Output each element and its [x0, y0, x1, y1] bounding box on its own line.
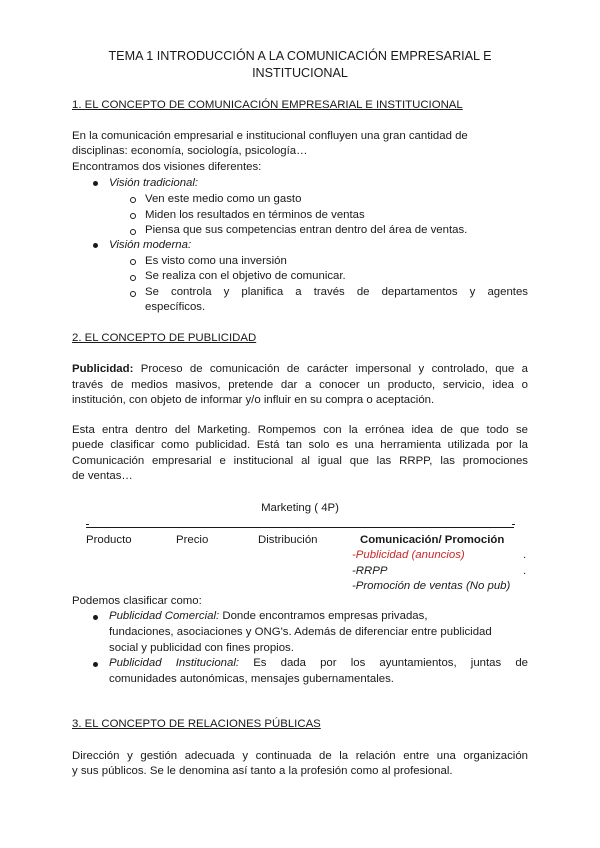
list-item: Se controla y planifica a través de departamentos y agentes [145, 286, 528, 298]
publicidad-institucional-line-2: comunidades autonómicas, mensajes gubernamentales. [109, 673, 394, 685]
sub-item-promocion: -Promoción de ventas (No pub) [352, 580, 511, 592]
section-3-line-2: y sus públicos. Se le denomina así tanto a la profesión como al profesional. [72, 765, 453, 777]
vision-traditional-label: Visión tradicional: [109, 177, 199, 189]
table-rule [86, 527, 514, 528]
sub-bullet-circle [130, 259, 136, 265]
section-1-intro-line-1: En la comunicación empresarial e institucional confluyen una gran cantidad de [72, 130, 468, 142]
section-3-heading: 3. EL CONCEPTO DE RELACIONES PÚBLICAS [72, 718, 321, 730]
section-1-intro-line-3: Encontramos dos visiones diferentes: [72, 161, 262, 173]
publicidad-comercial-line-2: fundaciones, asociaciones y ONG's. Además de diferenciar entre publicidad [109, 626, 492, 638]
trailing-dot: . [523, 565, 527, 577]
column-precio: Precio [176, 534, 209, 546]
column-producto: Producto [86, 534, 132, 546]
publicidad-comercial-text: Donde encontramos empresas privadas, [222, 610, 428, 622]
section-2-heading: 2. EL CONCEPTO DE PUBLICIDAD [72, 332, 257, 344]
bullet-dot [93, 243, 98, 248]
paragraph-line: puede clasificar como publicidad. Está tan solo es una herramienta utilizada por la [72, 439, 528, 451]
marketing-title: Marketing ( 4P) [261, 502, 339, 514]
list-item: Ven este medio como un gasto [145, 193, 302, 205]
sub-item-publicidad [352, 547, 465, 563]
definition-line-1 [72, 361, 528, 377]
definition-term: Publicidad: [72, 363, 134, 375]
table-rule-end [512, 524, 515, 525]
definition-line-3: institución, con objeto de informar y/o influir en su compra o aceptación. [72, 394, 435, 406]
trailing-dot: . [523, 549, 527, 561]
publicidad-comercial-line-3: social y publicidad con fines propios. [109, 642, 294, 654]
publicidad-institucional-label: Publicidad Institucional: [109, 657, 240, 669]
sub-item-rrpp: -RRPP [352, 565, 388, 577]
list-item: Se realiza con el objetivo de comunicar. [145, 270, 346, 282]
vision-modern-label: Visión moderna: [109, 239, 192, 251]
section-3-line-1: Dirección y gestión adecuada y continuada de la relación entre una organización [72, 750, 528, 762]
definition-line-2: través de medios masivos, pretende dar a conocer un producto, servicio, idea o [72, 379, 528, 391]
table-rule-end [86, 524, 89, 525]
column-distribucion: Distribución [258, 534, 318, 546]
paragraph-line: de ventas… [72, 470, 133, 482]
publicidad-comercial-line-1 [109, 608, 427, 624]
sub-bullet-circle [130, 213, 136, 219]
list-item-continuation: específicos. [145, 301, 206, 313]
document-title [72, 48, 528, 82]
title-line-2: INSTITUCIONAL [252, 66, 348, 80]
bullet-dot [93, 615, 98, 620]
publicidad-comercial-label: Publicidad Comercial: [109, 610, 220, 622]
definition-text: Proceso de comunicación de carácter impersonal y controlado, que a [140, 363, 528, 375]
paragraph-line: Comunicación empresarial e institucional al igual que las RRPP, las promociones [72, 455, 528, 467]
sub-bullet-circle [130, 229, 136, 235]
list-item: Es visto como una inversión [145, 255, 287, 267]
bullet-dot [93, 662, 98, 667]
publicidad-text: -Publicidad (anuncios) [352, 549, 465, 561]
list-item: Piensa que sus competencias entran dentro del área de ventas. [145, 224, 468, 236]
sub-bullet-circle [130, 275, 136, 281]
section-1-intro-line-2: disciplinas: economía, sociología, psicología… [72, 145, 308, 157]
list-item: Miden los resultados en términos de ventas [145, 209, 365, 221]
bullet-dot [93, 181, 98, 186]
section-1-heading: 1. EL CONCEPTO DE COMUNICACIÓN EMPRESARIAL E INSTITUCIONAL [72, 99, 463, 111]
sub-bullet-circle [130, 291, 136, 297]
publicidad-institucional-text: Es dada por los ayuntamientos, juntas de [253, 657, 529, 669]
publicidad-institucional-line-1 [109, 655, 528, 671]
column-comunicacion: Comunicación/ Promoción [360, 534, 505, 546]
paragraph-line: Esta entra dentro del Marketing. Rompemos con la errónea idea de que todo se [72, 424, 528, 436]
sub-bullet-circle [130, 197, 136, 203]
title-line-1: TEMA 1 INTRODUCCIÓN A LA COMUNICACIÓN EMPRESARIAL E [108, 49, 492, 63]
classify-intro: Podemos clasificar como: [72, 595, 202, 607]
